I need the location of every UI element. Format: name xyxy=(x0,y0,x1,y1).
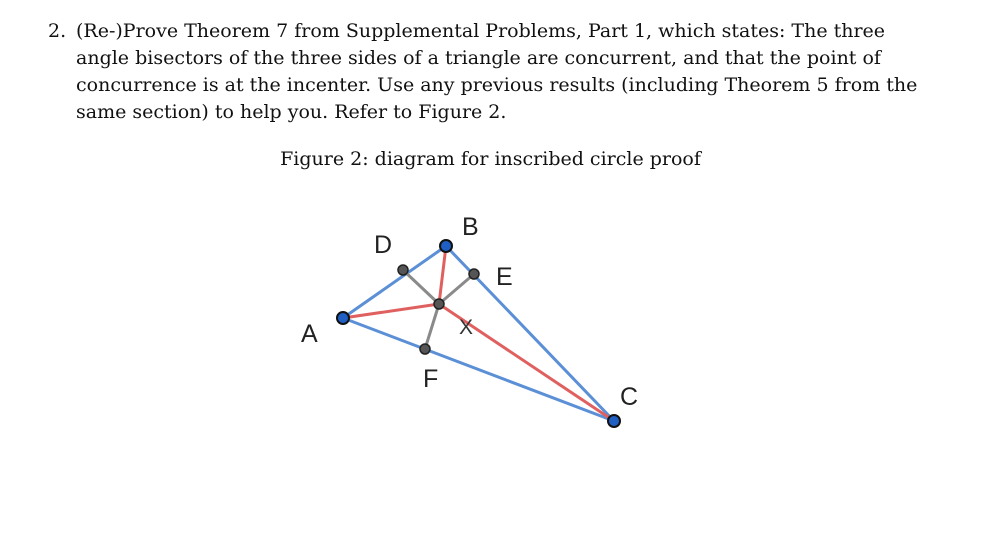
perp-xd xyxy=(403,270,439,304)
problem-text: (Re-)Prove Theorem 7 from Supplemental Problems, Part 1, which states: The three angle bisectors of the three sides of a triangle are concurrent, and that the point of concurrence is at the incenter. Use any previous results (including Theorem 5 from the same section) to help you. Refer to Figure 2. xyxy=(76,20,918,123)
point-x xyxy=(434,299,444,309)
label-e: E xyxy=(496,263,513,291)
label-f: F xyxy=(423,365,439,393)
label-x: X xyxy=(459,316,474,339)
label-a: A xyxy=(301,320,318,348)
bisector-a xyxy=(343,304,439,318)
vertex-c xyxy=(608,415,620,427)
vertex-b xyxy=(440,240,452,252)
perp-xf xyxy=(425,304,439,349)
label-d: D xyxy=(374,231,393,259)
label-b: B xyxy=(462,213,479,241)
point-f xyxy=(420,344,430,354)
bisector-b xyxy=(439,246,446,304)
problem-number: 2. xyxy=(48,20,67,42)
vertex-a xyxy=(337,312,349,324)
label-c: C xyxy=(620,383,639,411)
side-ab xyxy=(343,246,446,318)
vertex-points xyxy=(337,240,620,427)
figure-caption: Figure 2: diagram for inscribed circle proof xyxy=(280,148,701,170)
point-e xyxy=(469,269,479,279)
point-d xyxy=(398,265,408,275)
perp-xe xyxy=(439,274,474,304)
side-ac xyxy=(343,318,614,421)
